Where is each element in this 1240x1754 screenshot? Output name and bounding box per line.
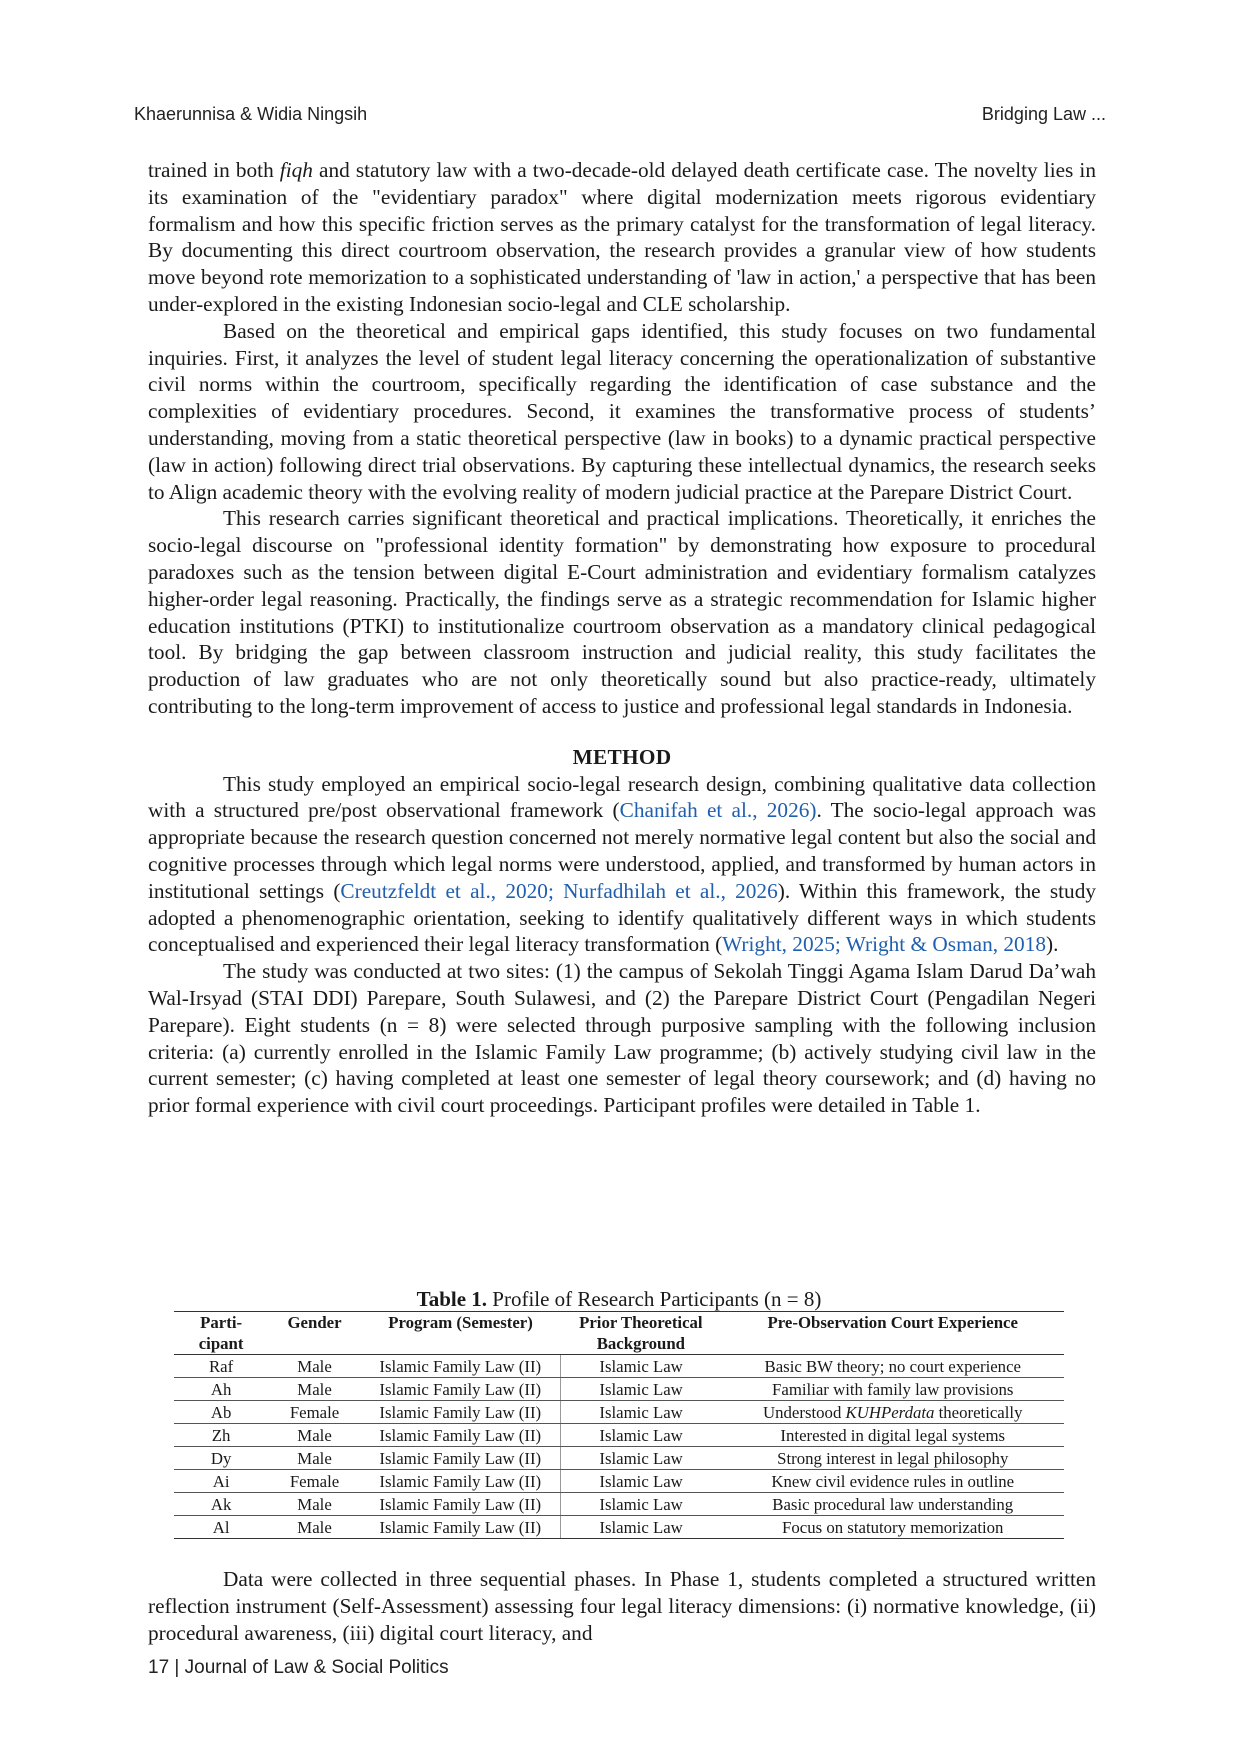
table-row	[174, 1424, 1064, 1447]
table-row	[174, 1516, 1064, 1539]
citation-link[interactable]: Chanifah et al., 2026)	[619, 798, 817, 823]
table-row	[174, 1355, 1064, 1378]
table-cell: Islamic Family Law (II)	[361, 1355, 560, 1378]
table-header-cell: Pre-Observation Court Experience	[722, 1312, 1065, 1355]
paragraph-4-text-d: ).	[1046, 932, 1059, 957]
paragraph-4-text-b: . The socio-legal approach was appropriate because the research question concerned not merely normative legal content but also the social and cognitive processes through which legal norms were understood, applied, and transformed by human actors in institutional settings (	[148, 798, 1096, 903]
table-row	[174, 1493, 1064, 1516]
participants-table	[174, 1311, 1064, 1539]
table-cell: Islamic Law	[560, 1355, 721, 1378]
method-heading: METHOD	[572, 744, 672, 769]
table-cell: Islamic Family Law (II)	[361, 1516, 560, 1539]
table-cell: Male	[268, 1493, 361, 1516]
table-cell: Female	[268, 1401, 361, 1424]
table-cell: Islamic Law	[560, 1470, 721, 1493]
table-row	[174, 1401, 1064, 1424]
table-row	[174, 1447, 1064, 1470]
table-cell: Islamic Law	[560, 1493, 721, 1516]
table-cell: Zh	[174, 1424, 268, 1447]
table-cell: Islamic Family Law (II)	[361, 1470, 560, 1493]
table-cell: Basic procedural law understanding	[722, 1493, 1065, 1516]
table-cell: Female	[268, 1470, 361, 1493]
table-cell: Basic BW theory; no court experience	[722, 1355, 1065, 1378]
table-cell: Raf	[174, 1355, 268, 1378]
table-header-cell: Program (Semester)	[361, 1312, 560, 1355]
paragraph-3: This research carries significant theoretical and practical implications. Theoretically, it enriches the socio-legal discourse on "professional identity formation" by demonstrating how exposure to procedural paradoxes such as the tension between digital E-Court administration and evidentiary formalism catalyzes higher-order legal reasoning. Practically, the findings serve as a strategic recommendation for Islamic higher education institutions (PTKI) to institutionalize courtroom observation as a mandatory clinical pedagogical tool. By bridging the gap between classroom instruction and judicial reality, this study facilitates the production of law graduates who are not only theoretically sound but also practice-ready, ultimately contributing to the long-term improvement of access to justice and professional legal standards in Indonesia.	[148, 506, 1096, 718]
table-cell: Male	[268, 1424, 361, 1447]
page-footer: 17 | Journal of Law & Social Politics	[148, 1657, 449, 1678]
header-authors: Khaerunnisa & Widia Ningsih	[134, 104, 368, 124]
paragraph-6: Data were collected in three sequential phases. In Phase 1, students completed a structured written reflection instrument (Self-Assessment) assessing four legal literacy dimensions: (i) normative knowledge, (ii) procedural awareness, (iii) digital court literacy, and	[148, 1567, 1096, 1645]
citation-link[interactable]: Wright, 2025; Wright & Osman, 2018	[722, 932, 1047, 957]
table-header-cell: Parti- cipant	[174, 1312, 268, 1355]
table-cell: Islamic Family Law (II)	[361, 1378, 560, 1401]
cell-text: Understood	[763, 1402, 846, 1422]
paragraph-4	[148, 771, 1096, 959]
header-short-title: Bridging Law ...	[981, 104, 1106, 124]
table-cell: Ab	[174, 1401, 268, 1424]
table-cell: Ak	[174, 1493, 268, 1516]
table-cell: Familiar with family law provisions	[722, 1378, 1065, 1401]
table-cell: Islamic Law	[560, 1447, 721, 1470]
table-cell: Knew civil evidence rules in outline	[722, 1470, 1065, 1493]
table-cell: Islamic Law	[560, 1401, 721, 1424]
paragraph-5: The study was conducted at two sites: (1) the campus of Sekolah Tinggi Agama Islam Darud Da’wah Wal-Irsyad (STAI DDI) Parepare, South Sulawesi, and (2) the Parepare District Court (Pengadilan Negeri Parepare). Eight students (n = 8) were selected through purposive sampling with the following inclusion criteria: (a) currently enrolled in the Islamic Family Law programme; (b) actively studying civil law in the current semester; (c) having completed at least one semester of legal theory coursework; and (d) having no prior formal experience with civil court proceedings. Participant profiles were detailed in Table 1.	[148, 959, 1096, 1118]
paragraph-1-text-cont: and statutory law with a two-decade-old delayed death certificate case. The novelty lies in its examination of the "evidentiary paradox" where digital modernization meets rigorous evidentiary formalism and how this specific friction serves as the primary catalyst for the transformation of legal literacy. By documenting this direct courtroom observation, the research provides a granular view of how students move beyond rote memorization to a sophisticated understanding of 'law in action,' a perspective that has been under-explored in the existing Indonesian socio-legal and CLE scholarship.	[148, 158, 1096, 316]
table-cell: Male	[268, 1378, 361, 1401]
table-cell: Islamic Law	[560, 1378, 721, 1401]
paragraph-4-text: This study employed an empirical socio-legal research design, combining qualitative data collection with a structured pre/post observational framework (	[148, 771, 1096, 823]
table-cell: Islamic Law	[560, 1424, 721, 1447]
table-cell: Islamic Family Law (II)	[361, 1493, 560, 1516]
table-row	[174, 1470, 1064, 1493]
citation-link[interactable]: Creutzfeldt et al., 2020; Nurfadhilah et al., 2026	[340, 878, 778, 903]
table-caption-text: Profile of Research Participants (n = 8)	[487, 1287, 822, 1311]
paragraph-1-text: trained in both	[148, 158, 280, 182]
table-cell: Islamic Family Law (II)	[361, 1447, 560, 1470]
paragraph-4-text-c: ). Within this framework, the study adopted a phenomenographic orientation, seeking to identify qualitatively different ways in which students conceptualised and experienced their legal literacy transformation (	[148, 878, 1096, 957]
table-cell: Islamic Family Law (II)	[361, 1424, 560, 1447]
table-cell: Strong interest in legal philosophy	[722, 1447, 1065, 1470]
paragraph-2: Based on the theoretical and empirical gaps identified, this study focuses on two fundamental inquiries. First, it analyzes the level of student legal literacy concerning the operationalization of substantive civil norms within the courtroom, specifically regarding the identification of case substance and the complexities of evidentiary procedures. Second, it examines the transformative process of students’ understanding, moving from a static theoretical perspective (law in books) to a dynamic practical perspective (law in action) following direct trial observations. By capturing these intellectual dynamics, the research seeks to Align academic theory with the evolving reality of modern judicial practice at the Parepare District Court.	[148, 318, 1096, 504]
table-cell: Focus on statutory memorization	[722, 1516, 1065, 1539]
running-header	[134, 104, 1106, 125]
participants-table-block	[174, 1287, 1064, 1539]
table-header-cell: Prior Theoretical Background	[560, 1312, 721, 1355]
table-caption-label: Table 1.	[416, 1287, 488, 1311]
paragraph-1-italic: fiqh	[279, 158, 313, 182]
table-cell: Interested in digital legal systems	[722, 1424, 1065, 1447]
table-cell: Al	[174, 1516, 268, 1539]
body-text-after-table	[148, 1566, 1096, 1646]
body-text	[148, 157, 1096, 1119]
table-header-cell: Gender	[268, 1312, 361, 1355]
table-cell: Male	[268, 1355, 361, 1378]
table-row	[174, 1378, 1064, 1401]
table-cell: Islamic Law	[560, 1516, 721, 1539]
table-cell: Ai	[174, 1470, 268, 1493]
cell-text-italic: KUHPerdata	[845, 1402, 935, 1422]
table-cell	[722, 1401, 1065, 1424]
table-caption	[174, 1287, 1064, 1311]
table-cell: Male	[268, 1516, 361, 1539]
table-cell: Islamic Family Law (II)	[361, 1401, 560, 1424]
table-cell: Dy	[174, 1447, 268, 1470]
table-cell: Ah	[174, 1378, 268, 1401]
table-header-row	[174, 1312, 1064, 1355]
table-cell: Male	[268, 1447, 361, 1470]
paragraph-1	[148, 157, 1096, 318]
cell-text: theoretically	[934, 1402, 1023, 1422]
